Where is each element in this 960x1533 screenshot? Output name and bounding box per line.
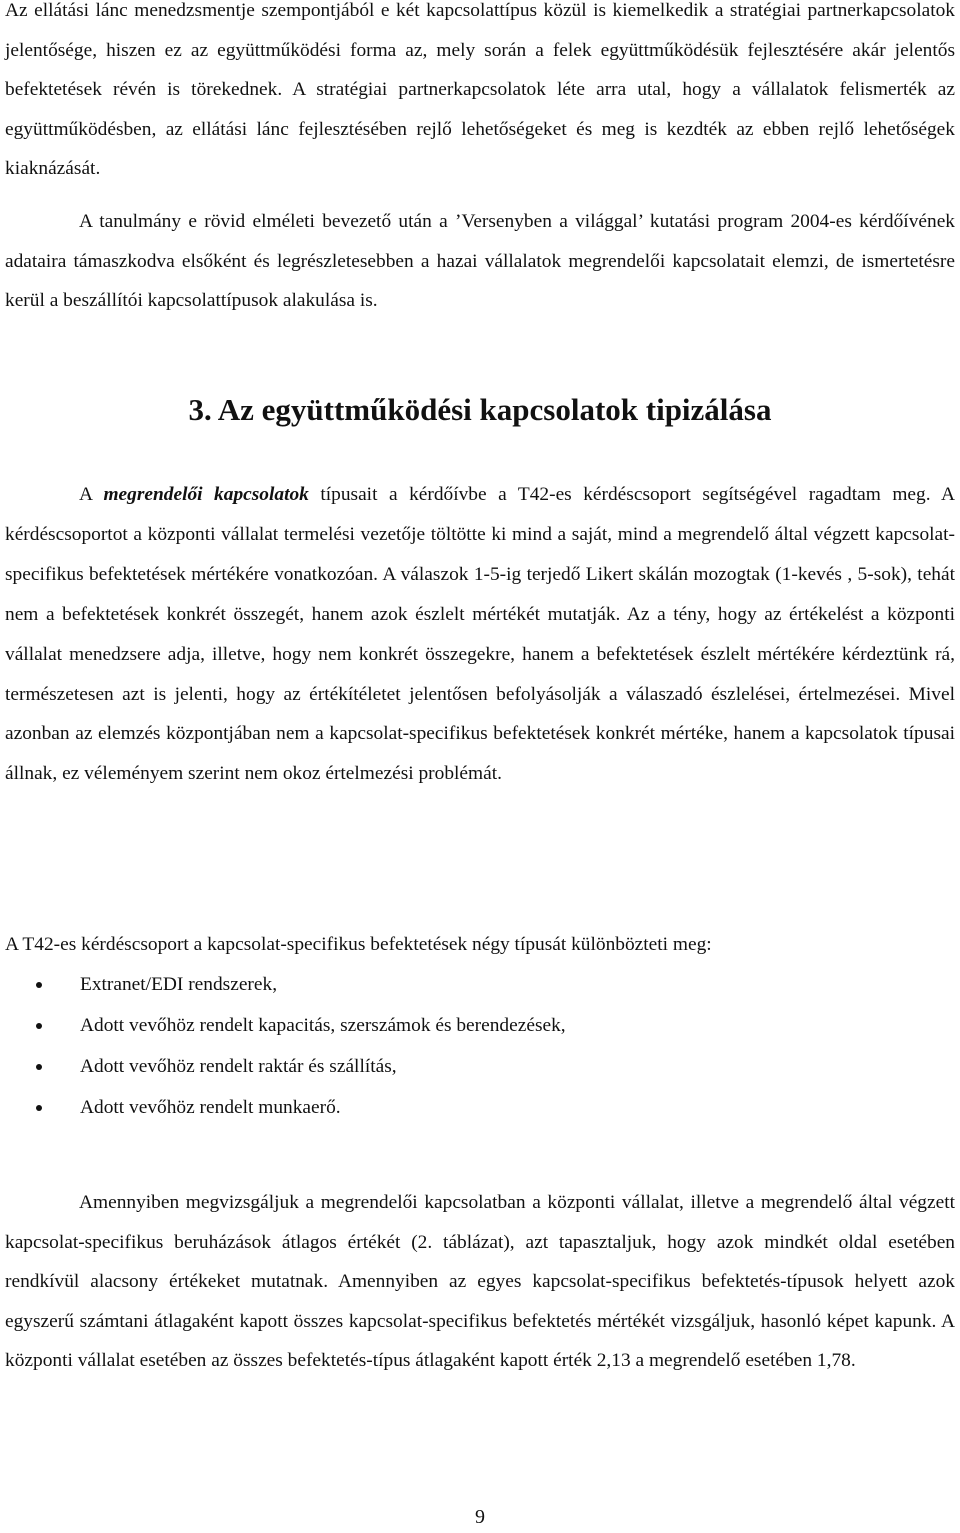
list-item: [5, 964, 905, 1005]
investment-type-list: [5, 964, 905, 1128]
list-item-text: Adott vevőhöz rendelt kapacitás, szerszámok és berendezések,: [80, 1015, 566, 1036]
section-number: 3.: [188, 392, 212, 427]
bullet-icon: [36, 982, 42, 988]
paragraph-list-intro: A T42-es kérdéscsoport a kapcsolat-specifikus befektetések négy típusát különbözteti meg:: [5, 934, 712, 955]
list-item: [5, 1087, 905, 1128]
paragraph-study-overview: A tanulmány e rövid elméleti bevezető után a ’Versenyben a világgal’ kutatási program 2004-es kérdőívének adataira támaszkodva elsőként és legrészletesebben a hazai vállalatok megrendelői kapcsolatait elemzi, de ismertetésre kerül a beszállítói kapcsolattípusok alakulása is.: [5, 211, 955, 312]
list-item-text: Extranet/EDI rendszerek,: [80, 974, 278, 995]
section-heading: [0, 388, 960, 432]
emphasized-term: megrendelői kapcsolatok: [103, 484, 309, 505]
paragraph-text-start: A: [79, 484, 104, 505]
paragraph-supply-chain-intro: Az ellátási lánc menedzsmentje szempontjából e két kapcsolattípus közül is kiemelkedik a stratégiai partnerkapcsolatok jelentősége, hiszen ez az együttműködési forma az, mely során a felek együttműködésük fejlesztésére akár jelentős befektetések révén is törekednek. A stratégiai partnerkapcsolatok léte arra utal, hogy a vállalatok felismerték az együttműködésben, az ellátási lánc fejlesztésében rejlő lehetőségeket és meg is kezdték az ebben rejlő lehetőségek kiaknázását.: [5, 0, 955, 180]
bullet-icon: [36, 1023, 42, 1029]
paragraph-text-rest: típusait a kérdőívbe a T42-es kérdéscsoport segítségével ragadtam meg. A kérdéscsoportot a központi vállalat termelési vezetője töltötte ki mind a saját, mind a megrendelő által végzett kapcsolat-specifikus befektetések mértékére vonatkozóan. A válaszok 1-5-ig terjedő Likert skálán mozogtak (1-kevés , 5-sok), tehát nem a befektetések konkrét összegét, hanem azok észlelt mértékét mutatják. Az a tény, hogy az értékelést a központi vállalat menedzsere adja, illetve, hogy nem konkrét összegekre, hanem a befektetések észlelt mértékére kérdeztünk rá, természetesen azt is jelenti, hogy az értékítéletet jelentősen befolyásolják a válaszadó észlelései, értelmezései. Mivel azonban az elemzés központjában nem a kapcsolat-specifikus befektetések konkrét mértéke, hanem a kapcsolatok típusai állnak, ez véleményem szerint nem okoz értelmezési problémát.: [5, 484, 956, 785]
bullet-icon: [36, 1064, 42, 1070]
list-item: [5, 1046, 905, 1087]
list-item: [5, 1005, 905, 1046]
list-item-text: Adott vevőhöz rendelt raktár és szállítás,: [80, 1056, 397, 1077]
page-number: 9: [475, 1506, 485, 1528]
section-title: Az együttműködési kapcsolatok tipizálása: [217, 392, 772, 427]
bullet-icon: [36, 1105, 42, 1111]
paragraph-customer-relationships: [5, 475, 955, 794]
list-item-text: Adott vevőhöz rendelt munkaerő.: [80, 1097, 341, 1118]
paragraph-investment-averages: Amennyiben megvizsgáljuk a megrendelői kapcsolatban a központi vállalat, illetve a megrendelő által végzett kapcsolat-specifikus beruházások átlagos értékét (2. táblázat), azt tapasztaljuk, hogy azok mindkét oldal esetében rendkívül alacsony értékeket mutatnak. Amennyiben az egyes kapcsolat-specifikus befektetés-típusok helyett azok egyszerű számtani átlagaként kapott összes kapcsolat-specifikus befektetés mértékét vizsgáljuk, hasonló képet kapunk. A központi vállalat esetében az összes befektetés-típus átlagaként kapott érték 2,13 a megrendelő esetében 1,78.: [5, 1192, 955, 1372]
